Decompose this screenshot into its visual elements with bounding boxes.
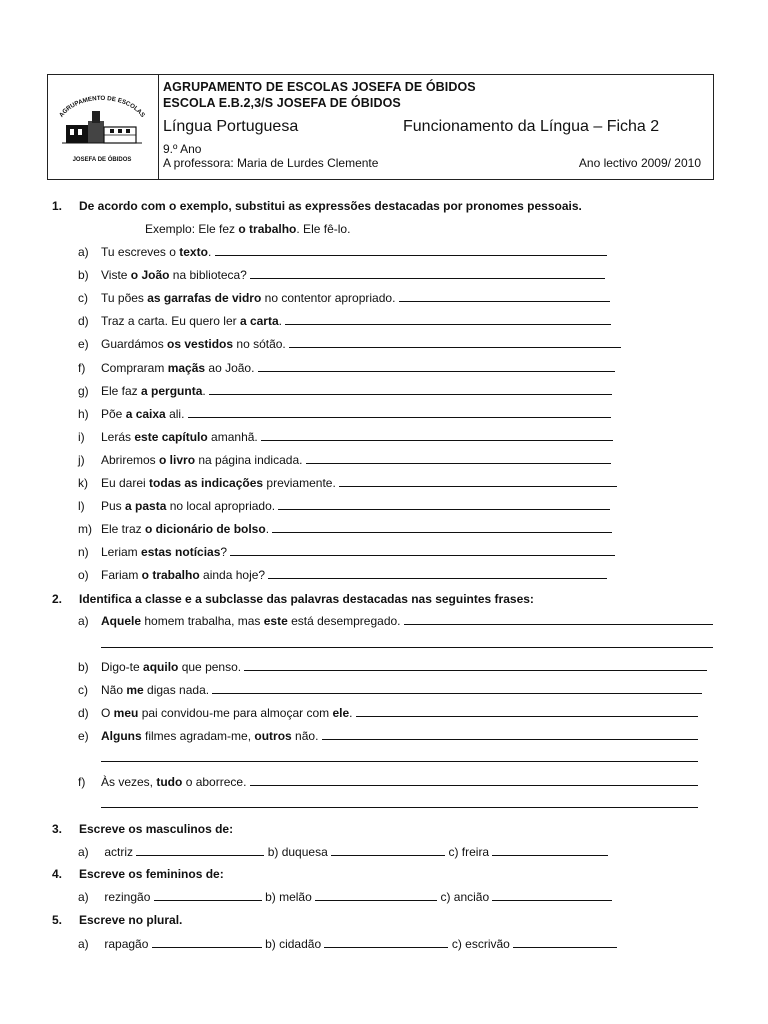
- item-text: Abriremos o livro na página indicada.: [101, 452, 303, 467]
- exercise-item: [78, 706, 698, 720]
- answer-blank[interactable]: [492, 890, 612, 901]
- item-label: a): [78, 614, 89, 628]
- item-text: Leriam estas notícias?: [101, 545, 228, 560]
- highlighted-expression: a caixa: [125, 406, 166, 421]
- highlighted-expression: a pergunta: [141, 383, 203, 398]
- school-logo: [48, 75, 159, 179]
- highlighted-expression: as garrafas de vidro: [147, 291, 262, 306]
- question-number: 1.: [52, 199, 63, 213]
- exercise-item: [78, 245, 607, 259]
- answer-blank[interactable]: [188, 407, 611, 418]
- answer-blank[interactable]: [278, 499, 610, 510]
- logo-text-top: AGRUPAMENTO DE ESCOLAS: [57, 94, 147, 119]
- exercise-item: [78, 775, 698, 789]
- question-3-row: a) actriz b) duquesa c) freira: [78, 845, 608, 859]
- item-text: Ele faz a pergunta.: [101, 383, 206, 398]
- question-5-row: a) rapagão b) cidadão c) escrivão: [78, 937, 617, 951]
- answer-blank[interactable]: [285, 314, 611, 325]
- exercise-item: [78, 545, 615, 559]
- teacher-name: A professora: Maria de Lurdes Clemente: [163, 156, 379, 170]
- item-text: Alguns filmes agradam-me, outros não.: [101, 729, 319, 743]
- answer-blank[interactable]: [250, 268, 605, 279]
- question-4-heading: [52, 867, 224, 881]
- word-1: rezingão: [104, 890, 151, 904]
- item-label: n): [78, 545, 89, 560]
- item-text: Traz a carta. Eu quero ler a carta.: [101, 314, 282, 329]
- question-number: 4.: [52, 867, 63, 881]
- item-label: e): [78, 337, 89, 352]
- question-3-heading: [52, 822, 233, 836]
- question-1-heading: [52, 199, 582, 213]
- answer-blank[interactable]: [315, 890, 437, 901]
- exercise-item: [78, 614, 713, 628]
- exercise-item: [78, 361, 615, 375]
- item-label: b): [78, 268, 89, 283]
- highlighted-word: Alguns: [101, 729, 142, 743]
- item-text: Tu escreves o texto.: [101, 245, 212, 259]
- word-2: b) duquesa: [267, 845, 328, 859]
- highlighted-expression: os vestidos: [167, 337, 234, 352]
- grade-label: 9.º Ano: [163, 142, 202, 156]
- item-label: d): [78, 314, 89, 329]
- item-text: Compraram maçãs ao João.: [101, 360, 255, 375]
- answer-blank[interactable]: [289, 337, 621, 348]
- answer-continuation-line[interactable]: [101, 760, 698, 762]
- item-text: Ele traz o dicionário de bolso.: [101, 522, 270, 537]
- item-text: Tu pões as garrafas de vidro no contentor apropriado.: [101, 291, 396, 306]
- item-text: Viste o João na biblioteca?: [101, 268, 247, 283]
- item-label: o): [78, 568, 89, 583]
- item-label: d): [78, 706, 89, 720]
- exercise-item: [78, 660, 707, 674]
- exercise-item: [78, 384, 612, 398]
- answer-blank[interactable]: [209, 384, 612, 395]
- word-2: b) melão: [265, 890, 312, 904]
- word-1: rapagão: [104, 937, 149, 951]
- item-label: a): [78, 245, 89, 259]
- item-label: i): [78, 429, 85, 444]
- school-year: Ano lectivo 2009/ 2010: [578, 156, 701, 170]
- item-label: c): [78, 683, 88, 697]
- worksheet-title: Funcionamento da Língua – Ficha 2: [403, 118, 660, 135]
- item-text: Digo-te aquilo que penso.: [101, 660, 242, 674]
- item-label: l): [78, 499, 85, 514]
- highlighted-word: meu: [113, 706, 139, 720]
- exercise-item: [78, 522, 612, 536]
- answer-blank[interactable]: [261, 430, 613, 441]
- highlighted-word: me: [126, 683, 144, 697]
- exercise-item: [78, 568, 607, 582]
- question-instruction: Escreve os masculinos de:: [79, 822, 234, 836]
- item-label: e): [78, 729, 89, 743]
- highlighted-expression: o trabalho: [141, 568, 200, 583]
- item-text: Não me digas nada.: [101, 683, 210, 697]
- highlighted-word: outros: [254, 729, 292, 743]
- item-text: Eu darei todas as indicações previamente.: [101, 476, 336, 490]
- item-label: k): [78, 476, 88, 490]
- example-sentence: Exemplo: Ele fez o trabalho. Ele fê-lo.: [145, 222, 351, 236]
- answer-continuation-line[interactable]: [101, 646, 713, 648]
- word-2: b) cidadão: [265, 937, 322, 951]
- school-name-line1: AGRUPAMENTO DE ESCOLAS JOSEFA DE ÓBIDOS: [163, 80, 476, 94]
- item-text: Põe a caixa ali.: [101, 406, 185, 421]
- question-instruction: De acordo com o exemplo, substitui as expressões destacadas por pronomes pessoais.: [79, 199, 582, 213]
- exercise-item: [78, 453, 611, 467]
- question-2-heading: [52, 592, 534, 606]
- item-text: Lerás este capítulo amanhã.: [101, 429, 258, 444]
- answer-blank[interactable]: [272, 522, 612, 533]
- answer-blank[interactable]: [492, 845, 608, 856]
- highlighted-expression: o João: [130, 268, 170, 283]
- question-instruction: Escreve os femininos de:: [79, 867, 224, 881]
- item-text: Às vezes, tudo o aborrece.: [101, 775, 247, 789]
- answer-blank[interactable]: [513, 937, 617, 948]
- school-logo-icon: [52, 81, 152, 173]
- item-text: O meu pai convidou-me para almoçar com ele.: [101, 706, 353, 720]
- question-instruction: Escreve no plural.: [79, 913, 183, 927]
- answer-blank[interactable]: [154, 890, 262, 901]
- exercise-item: [78, 407, 611, 421]
- highlighted-expression: o dicionário de bolso: [145, 522, 266, 537]
- item-label: b): [78, 660, 89, 674]
- highlighted-expression: todas as indicações: [149, 476, 264, 490]
- item-label: c): [78, 291, 88, 306]
- answer-blank[interactable]: [258, 361, 615, 372]
- item-text: Pus a pasta no local apropriado.: [101, 499, 276, 514]
- answer-blank[interactable]: [399, 291, 610, 302]
- item-label: f): [78, 775, 86, 789]
- highlighted-word: tudo: [156, 775, 183, 789]
- question-number: 2.: [52, 592, 63, 606]
- answer-blank[interactable]: [250, 775, 698, 786]
- highlighted-expression: o livro: [159, 452, 196, 467]
- highlighted-expression: a pasta: [125, 499, 167, 514]
- highlighted-expression: texto: [179, 245, 208, 259]
- item-text: Guardámos os vestidos no sótão.: [101, 337, 286, 352]
- answer-blank[interactable]: [215, 245, 607, 256]
- question-number: 5.: [52, 913, 63, 927]
- highlighted-word: Aquele: [101, 614, 142, 628]
- answer-blank[interactable]: [339, 476, 617, 487]
- word-3: c) escrivão: [451, 937, 510, 951]
- item-label: m): [78, 522, 92, 537]
- answer-blank[interactable]: [322, 729, 698, 740]
- exercise-item: [78, 291, 610, 305]
- highlighted-expression: este capítulo: [134, 429, 208, 444]
- item-label: f): [78, 360, 86, 375]
- item-label: j): [78, 452, 85, 467]
- highlighted-word: aquilo: [143, 660, 179, 674]
- answer-blank[interactable]: [230, 545, 615, 556]
- question-4-row: a) rezingão b) melão c) ancião: [78, 890, 612, 904]
- subject-title: Língua Portuguesa: [163, 118, 299, 135]
- exercise-item: [78, 499, 610, 513]
- answer-continuation-line[interactable]: [101, 806, 698, 808]
- word-1: actriz: [104, 845, 134, 859]
- item-text: Fariam o trabalho ainda hoje?: [101, 568, 266, 583]
- highlighted-expression: maçãs: [167, 360, 206, 375]
- question-5-heading: [52, 913, 182, 927]
- svg-text:AGRUPAMENTO DE ESCOLAS: [58, 95, 146, 119]
- answer-blank[interactable]: [306, 453, 611, 464]
- word-3: c) ancião: [440, 890, 490, 904]
- question-instruction: Identifica a classe e a subclasse das palavras destacadas nas seguintes frases:: [79, 592, 534, 606]
- item-label: g): [78, 383, 89, 398]
- answer-blank[interactable]: [152, 937, 262, 948]
- highlighted-expression: a carta: [239, 314, 279, 329]
- answer-blank[interactable]: [324, 937, 448, 948]
- question-number: 3.: [52, 822, 63, 836]
- school-name-line2: ESCOLA E.B.2,3/S JOSEFA DE ÓBIDOS: [163, 96, 401, 110]
- exercise-item: [78, 729, 698, 743]
- answer-blank[interactable]: [244, 660, 707, 671]
- answer-blank[interactable]: [212, 683, 702, 694]
- exercise-item: [78, 314, 611, 328]
- answer-blank[interactable]: [404, 614, 713, 625]
- exercise-item: [78, 268, 605, 282]
- item-text: Aquele homem trabalha, mas este está desempregado.: [101, 614, 401, 628]
- exercise-item: [78, 683, 702, 697]
- exercise-item: [78, 337, 621, 351]
- answer-blank[interactable]: [331, 845, 445, 856]
- answer-blank[interactable]: [268, 568, 607, 579]
- highlighted-word: ele: [332, 706, 350, 720]
- highlighted-expression: estas notícias: [141, 545, 221, 560]
- word-3: c) freira: [448, 845, 490, 859]
- exercise-item: [78, 476, 617, 490]
- document-header: [47, 74, 714, 180]
- answer-blank[interactable]: [136, 845, 264, 856]
- answer-blank[interactable]: [356, 706, 698, 717]
- logo-text-bottom: JOSEFA DE ÓBIDOS: [72, 157, 132, 163]
- item-label: h): [78, 406, 89, 421]
- exercise-item: [78, 430, 613, 444]
- highlighted-word: este: [263, 614, 288, 628]
